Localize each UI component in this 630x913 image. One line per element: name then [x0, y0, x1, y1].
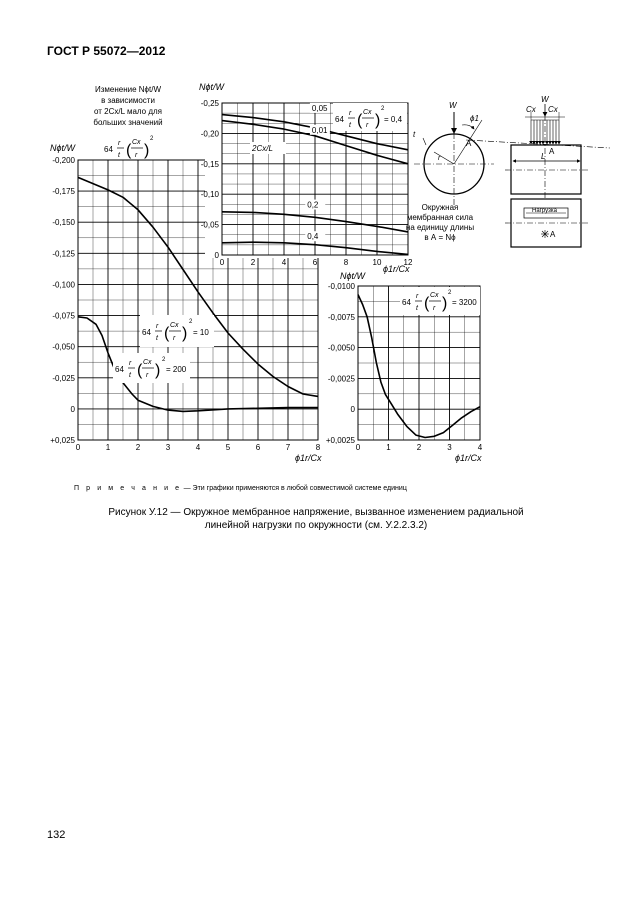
y-tick-label: 0 [214, 251, 219, 260]
projection-line [466, 140, 610, 148]
svg-text:(: ( [357, 112, 363, 129]
inset-bottom-y-title: Nϕt/W [340, 271, 366, 281]
y-tick-label: -0,15 [200, 159, 219, 169]
svg-text:r: r [366, 122, 369, 129]
svg-text:2Cx/L: 2Cx/L [252, 144, 273, 153]
svg-text:64: 64 [402, 298, 411, 307]
svg-text:): ) [442, 295, 448, 312]
inset-top-y-title: Nϕt/W [199, 82, 225, 92]
svg-text:= 3200: = 3200 [452, 298, 477, 307]
x-tick-label: 3 [447, 443, 452, 452]
svg-text:ϕ1: ϕ1 [470, 114, 479, 123]
svg-text:на единицу длины: на единицу длины [405, 223, 475, 232]
y-tick-label: -0,0025 [327, 374, 355, 384]
y-tick-label: 0 [350, 405, 355, 415]
figure-caption: Рисунок У.12 — Окружное мембранное напряжение, вызванное изменением радиальной линейной нагрузки по окружности (см. У.2.2.3.2) [108, 507, 524, 531]
svg-text:r: r [433, 305, 436, 312]
x-tick-label: 8 [315, 443, 321, 452]
label-box-10 [140, 315, 214, 347]
x-tick-label: 10 [372, 258, 382, 267]
svg-text:): ) [375, 112, 381, 129]
svg-text:в А = Nϕ: в А = Nϕ [424, 233, 456, 242]
inset-bottom-x-title: ϕ1r/Cx [455, 453, 482, 463]
svg-text:(: ( [164, 325, 170, 342]
x-tick-label: 7 [285, 443, 291, 452]
series-label: 0,01 [311, 125, 328, 135]
svg-text:Cx: Cx [170, 322, 179, 329]
svg-text:): ) [182, 325, 188, 342]
svg-text:t: t [349, 122, 351, 129]
x-tick-label: 1 [386, 443, 391, 452]
svg-text:от 2Cx/L мало для: от 2Cx/L мало для [93, 107, 163, 116]
y-tick-label: -0,100 [52, 280, 75, 290]
svg-text:больших значений: больших значений [93, 118, 163, 127]
svg-text:Cx: Cx [430, 292, 439, 299]
y-tick-label: -0,075 [52, 311, 75, 321]
y-tick-label: -0,025 [52, 373, 75, 383]
svg-text:2: 2 [189, 319, 193, 325]
x-tick-label: 4 [195, 443, 201, 452]
svg-text:A: A [550, 230, 556, 239]
svg-text:W: W [449, 101, 457, 110]
svg-text:r: r [118, 140, 121, 147]
svg-text:t: t [118, 152, 120, 159]
svg-text:(: ( [137, 362, 143, 379]
main-x-axis-title: ϕ1r/Cx [295, 453, 322, 463]
svg-text:r: r [146, 372, 149, 379]
x-tick-label: 1 [105, 443, 111, 452]
svg-text:= 200: = 200 [166, 365, 187, 374]
y-tick-label: -0,050 [52, 342, 75, 352]
svg-text:W: W [541, 95, 549, 104]
svg-text:Cx: Cx [548, 105, 558, 114]
series-label: 0,05 [311, 103, 328, 113]
svg-text:64: 64 [335, 115, 344, 124]
svg-text:Cx: Cx [526, 105, 536, 114]
y-tick-label: 0 [70, 404, 75, 414]
y-tick-label: -0,0075 [327, 312, 355, 322]
x-tick-label: 6 [312, 258, 318, 267]
inset-bottom-annotation [400, 287, 480, 315]
series-label: 0,2 [307, 200, 319, 210]
y-tick-label: -0,05 [200, 220, 219, 230]
svg-text:= 10: = 10 [193, 328, 209, 337]
y-tick-label: +0,025 [50, 436, 75, 445]
svg-text:A: A [466, 139, 472, 148]
label-box-200 [113, 353, 190, 383]
svg-text:Окружная: Окружная [421, 203, 459, 212]
svg-text:2: 2 [381, 106, 385, 112]
svg-text:t: t [416, 305, 418, 312]
x-tick-label: 0 [355, 443, 361, 452]
svg-text:64: 64 [115, 365, 124, 374]
svg-text:(: ( [126, 142, 132, 159]
shell-side-view [511, 145, 581, 194]
inset-top-annotation [333, 103, 407, 131]
y-tick-label: -0,20 [200, 129, 219, 139]
inset-top-title [93, 85, 162, 127]
inset-top-legend-title [250, 142, 286, 154]
y-tick-label: -0,0050 [327, 343, 355, 353]
svg-text:2: 2 [150, 136, 154, 142]
y-tick-label: -0,10 [200, 190, 219, 200]
svg-text:r: r [416, 293, 419, 300]
svg-text:r: r [173, 335, 176, 342]
svg-text:L: L [541, 152, 546, 161]
svg-text:Cx: Cx [363, 109, 372, 116]
radius-line [434, 152, 454, 164]
x-tick-label: 2 [416, 443, 422, 452]
y-tick-label: -0,125 [52, 249, 75, 259]
y-tick-label: -0,175 [52, 187, 75, 197]
svg-text:A: A [549, 147, 555, 156]
svg-text:(: ( [424, 295, 430, 312]
svg-text:t: t [156, 335, 158, 342]
svg-text:Cx: Cx [143, 359, 152, 366]
x-tick-label: 0 [219, 258, 225, 267]
x-tick-label: 8 [343, 258, 349, 267]
y-tick-label: -0,150 [52, 218, 75, 228]
page-number: 132 [47, 829, 66, 841]
svg-text:r: r [156, 323, 159, 330]
x-tick-label: 4 [477, 443, 483, 452]
svg-text:r: r [438, 155, 441, 162]
svg-text:r: r [129, 360, 132, 367]
x-tick-label: 0 [75, 443, 81, 452]
x-tick-label: 6 [255, 443, 261, 452]
svg-text:= 0,4: = 0,4 [384, 115, 403, 124]
inset-top-coef-label [104, 136, 154, 159]
x-tick-label: 2 [135, 443, 141, 452]
note-text: — Эти графики применяются в любой совместимой системе единиц [181, 485, 407, 492]
y-tick-label: -0,25 [200, 99, 219, 108]
x-tick-label: 4 [281, 258, 287, 267]
note-prefix: П р и м е ч а н и е [74, 485, 182, 492]
x-tick-label: 5 [225, 443, 231, 452]
svg-text:t: t [129, 372, 131, 379]
main-y-axis-title: Nϕt/W [50, 143, 76, 153]
series-label: 0,4 [307, 232, 319, 242]
svg-text:r: r [349, 110, 352, 117]
svg-text:2: 2 [448, 290, 452, 296]
inset-top-x-title: ϕ1r/Cx [383, 264, 410, 274]
svg-text:Изменение Nϕt/W: Изменение Nϕt/W [94, 85, 162, 94]
figure-note [74, 485, 407, 492]
svg-text:2: 2 [162, 357, 166, 363]
svg-text:r: r [135, 152, 138, 159]
svg-text:): ) [155, 362, 161, 379]
angle-arc [462, 125, 474, 129]
svg-text:64: 64 [104, 145, 113, 154]
x-tick-label: 3 [165, 443, 171, 452]
svg-text:мембранная сила: мембранная сила [406, 213, 474, 222]
standard-header: ГОСТ Р 55072—2012 [47, 44, 166, 58]
svg-text:Cx: Cx [132, 139, 141, 146]
svg-text:64: 64 [142, 328, 151, 337]
svg-text:): ) [144, 142, 150, 159]
y-tick-label: -0,0100 [327, 282, 355, 291]
x-tick-label: 12 [403, 258, 413, 267]
svg-text:Нагрузка: Нагрузка [532, 208, 557, 214]
y-tick-label: -0,200 [52, 156, 75, 165]
y-tick-label: +0,0025 [325, 436, 355, 445]
svg-text:в зависимости: в зависимости [101, 96, 155, 105]
svg-text:t: t [413, 130, 416, 139]
x-tick-label: 2 [250, 258, 256, 267]
